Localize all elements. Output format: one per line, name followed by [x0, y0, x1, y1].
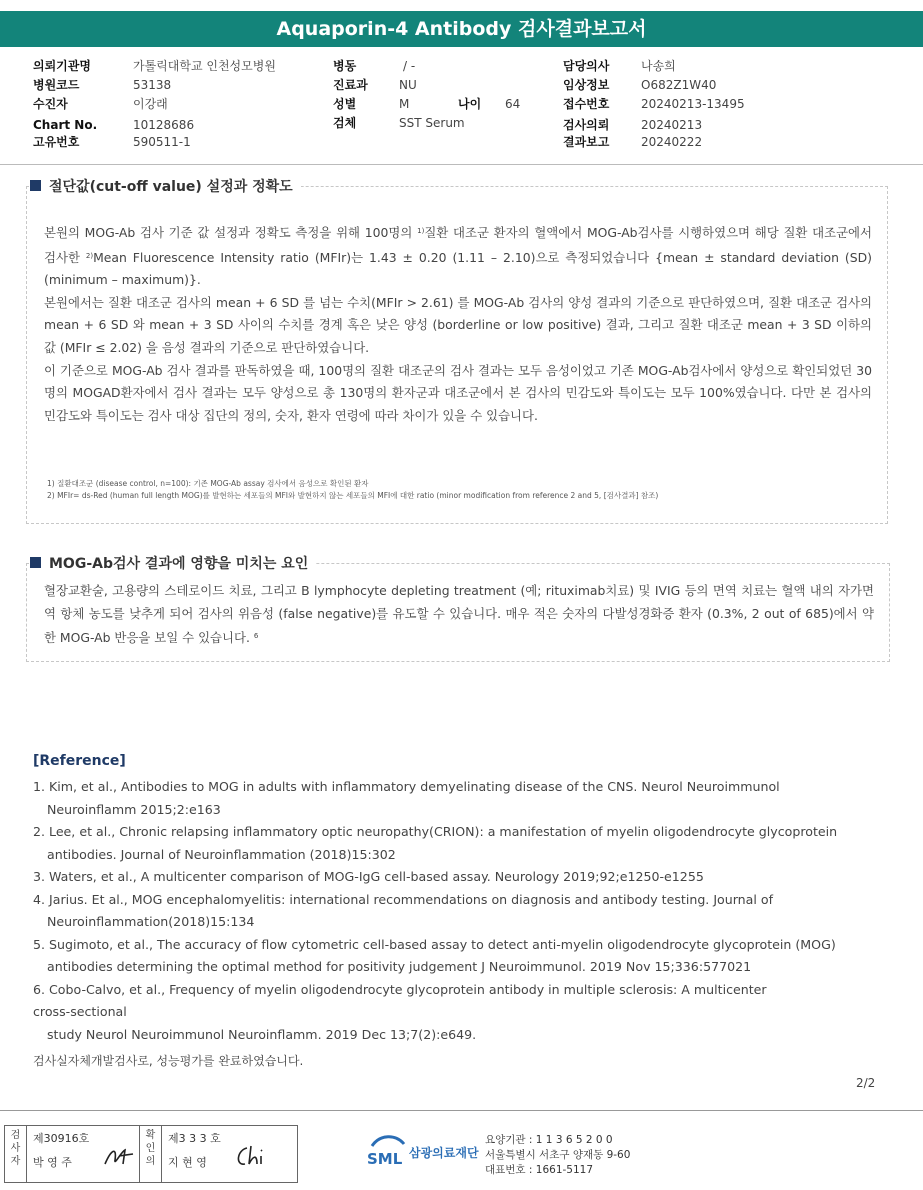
examiner-label — [5, 1126, 27, 1182]
info-value: 20240213-13495 — [641, 97, 745, 111]
confirmer-license: 제3 3 3 호 — [168, 1132, 221, 1145]
info-value: 가톨릭대학교 인천성모병원 — [133, 59, 276, 73]
square-bullet-icon — [30, 557, 41, 568]
info-label: 결과보고 — [563, 135, 610, 149]
section1-paragraph2: 본원에서는 질환 대조군 검사의 mean + 6 SD 를 넘는 수치(MFIr > 2.61) 를 MOG-Ab 검사의 양성 결과의 기준으로 판단하였으며, 질환 대조군 검사의 mean + 6 SD 와 mean + 3 SD 사이의 수치를 경계 혹은 낮은 양성 (borderline or low positive) 결과, 그리고 질환 대조군 mean + 3 SD 이하의 값 (MFIr ≤ 2.02) 을 음성 결과의 기준으로 판단하였습니다. — [44, 294, 872, 355]
reference-sup: 6 — [253, 632, 259, 641]
info-label: 진료과 — [333, 78, 368, 92]
info-label: 접수번호 — [563, 97, 610, 111]
reference-item: 5. Sugimoto, et al., The accuracy of flow cytometric cell-based assay to detect anti-myelin oligodendrocyte glycoprotein (MOG) — [33, 936, 836, 952]
info-value: M — [399, 97, 410, 111]
patient-info — [0, 0, 923, 160]
signature-box — [4, 1125, 298, 1183]
reference-list — [33, 776, 893, 1046]
footnote-ref: 1) — [417, 227, 425, 235]
section1-heading — [30, 176, 301, 196]
info-value: 나송희 — [641, 59, 676, 73]
reference-item: 1. Kim, et al., Antibodies to MOG in adults with inflammatory demyelinating disease of the CNS. Neurol Neuroimmunol — [33, 779, 780, 794]
institution-code: 요양기관 : 1 1 3 6 5 2 0 0 — [485, 1134, 613, 1146]
confirmer-signature-icon — [231, 1140, 271, 1170]
info-label: 고유번호 — [33, 135, 80, 149]
section1-paragraph3: 이 기준으로 MOG-Ab 검사 결과를 판독하였을 때, 100명의 질환 대조군의 검사 결과는 모두 음성이었고 기존 MOG-Ab검사에서 양성으로 확인되었던 30명의 MOGAD환자에서 검사 결과는 모두 양성으로 총 130명의 환자군과 대조군에서 본 검사의 민감도와 특이도는 모두 100%였습니다. 다만 본 검사의 민감도와 특이도는 검사 대상 집단의 정의, 숫자, 환자 연령에 따라 차이가 있을 수 있습니다. — [44, 362, 872, 423]
organization-info — [485, 1133, 630, 1178]
info-value: / - — [403, 59, 416, 73]
confirmer-label — [140, 1126, 162, 1182]
age-value: 64 — [505, 97, 521, 111]
info-label: Chart No. — [33, 118, 98, 132]
footer-divider — [0, 1110, 923, 1111]
info-value: 이강래 — [133, 97, 168, 111]
info-value: O682Z1W40 — [641, 78, 717, 92]
section1-body — [44, 220, 872, 427]
info-label: 성별 — [333, 97, 357, 111]
section1-heading-text: 절단값(cut-off value) 설정과 정확도 — [49, 179, 293, 195]
info-label: 의뢰기관명 — [33, 59, 91, 73]
footnote-ref: 2) — [85, 251, 94, 260]
info-value: 20240222 — [641, 135, 703, 149]
p1-text-b: 질환 대조군 환자의 혈액에서 MOG-Ab검사를 시행하였으며 해당 질환 대조군에서 검사한 — [44, 225, 872, 265]
reference-item: 2. Lee, et al., Chronic relapsing inflammatory optic neuropathy(CRION): a manifestation of myelin oligodendrocyte glycoprotein — [33, 824, 838, 839]
info-label: 병원코드 — [33, 78, 80, 92]
info-value: 53138 — [133, 78, 172, 92]
sml-logo-icon — [366, 1132, 410, 1172]
header-divider — [0, 164, 923, 165]
info-value: SST Serum — [399, 116, 465, 130]
examiner-signature-icon — [101, 1140, 137, 1170]
confirmer-label-text: 확인의 — [145, 1130, 156, 1167]
p1-text-c: Mean Fluorescence Intensity ratio (MFIr)는 1.43 ± 0.20 (1.11 – 2.10)으로 측정되었습니다 {mean ± standard deviation (SD) (minimum – maximum)}. — [44, 249, 872, 288]
reference-title: [Reference] — [33, 753, 126, 769]
p1-text-a: 본원의 MOG-Ab 검사 기준 값 설정과 정확도 측정을 위해 100명의 — [44, 225, 418, 240]
info-label: 임상정보 — [563, 78, 610, 92]
closing-statement: 검사실자체개발검사로, 성능평가를 완료하였습니다. — [33, 1054, 304, 1068]
info-value: NU — [399, 78, 417, 92]
info-value: 20240213 — [641, 118, 703, 132]
info-label: 검사의뢰 — [563, 118, 610, 132]
square-bullet-icon — [30, 180, 41, 191]
age-label: 나이 — [458, 97, 482, 111]
info-label: 수진자 — [33, 97, 68, 111]
info-label: 검체 — [333, 116, 357, 130]
footnote-2: 2) MFIr= ds-Red (human full length MOG)를 발현하는 세포들의 MFI와 발현하지 않는 세포들의 MFI에 대한 ratio (minor modification from reference 2 and 5, [검사결과] 참조) — [47, 491, 659, 500]
reference-item-wrap: cross-sectional — [33, 1004, 127, 1019]
reference-item-cont: study Neurol Neuroimmunol Neuroinflamm. 2019 Dec 13;7(2):e649. — [47, 1026, 477, 1042]
section2-text: 혈장교환술, 고용량의 스테로이드 치료, 그리고 B lymphocyte depleting treatment (예; rituximab치료) 및 IVIG 등의 면역 치료는 혈액 내의 자가면역 항체 농도를 낮추게 되어 검사의 위음성 (false negative)를 유도할 수 있습니다. 매우 적은 숫자의 다발성경화증 환자 (0.3%, 2 out of 685)에서 약한 MOG-Ab 반응을 보일 수 있습니다. — [44, 583, 874, 646]
reference-item-cont: antibodies. Journal of Neuroinflammation (2018)15:302 — [47, 846, 396, 862]
reference-item-cont: antibodies determining the optimal method for positivity judgement J Neuroimmunol. 2019 Nov 15;336:577021 — [47, 959, 752, 974]
report-title: Aquaporin-4 Antibody 검사결과보고서 — [0, 11, 923, 47]
reference-item: 4. Jarius. Et al., MOG encephalomyelitis: international recommendations on diagnosis and antibody testing. Journal of — [33, 891, 774, 907]
section2-paragraph — [44, 580, 874, 650]
reference-item: 3. Waters, et al., A multicenter comparison of MOG-IgG cell-based assay. Neurology 2019;92;e1250-e1255 — [33, 869, 704, 884]
logo-text: SML — [367, 1150, 403, 1168]
reference-item-cont: Neuroinflammation(2018)15:134 — [47, 914, 255, 929]
address: 서울특별시 서초구 양재동 9-60 — [485, 1149, 631, 1161]
info-label: 담당의사 — [563, 59, 610, 73]
examiner-name: 박 영 주 — [33, 1156, 72, 1169]
section1-paragraph1 — [44, 220, 872, 292]
info-value: 590511-1 — [133, 135, 191, 149]
confirmer-name: 지 현 영 — [168, 1156, 207, 1169]
reference-item: 6. Cobo-Calvo, et al., Frequency of myelin oligodendrocyte glycoprotein antibody in multiple sclerosis: A multicenter — [33, 981, 767, 997]
examiner-license: 제30916호 — [33, 1132, 90, 1145]
section2-heading — [30, 553, 316, 573]
reference-item-cont: Neuroinflamm 2015;2:e163 — [47, 801, 221, 817]
examiner-label-text: 검사자 — [10, 1130, 21, 1167]
phone-number: 대표번호 : 1661-5117 — [485, 1164, 594, 1176]
page-number: 2/2 — [856, 1076, 876, 1090]
organization-name: 삼광의료재단 — [409, 1146, 479, 1160]
info-label: 병동 — [333, 59, 357, 73]
section2-heading-text: MOG-Ab검사 결과에 영향을 미치는 요인 — [49, 556, 309, 572]
info-value: 10128686 — [133, 118, 195, 132]
footnote-1: 1) 질환대조군 (disease control, n=100): 기존 MOG-Ab assay 검사에서 음성으로 확인된 환자 — [47, 479, 369, 488]
section2-body — [44, 580, 874, 650]
